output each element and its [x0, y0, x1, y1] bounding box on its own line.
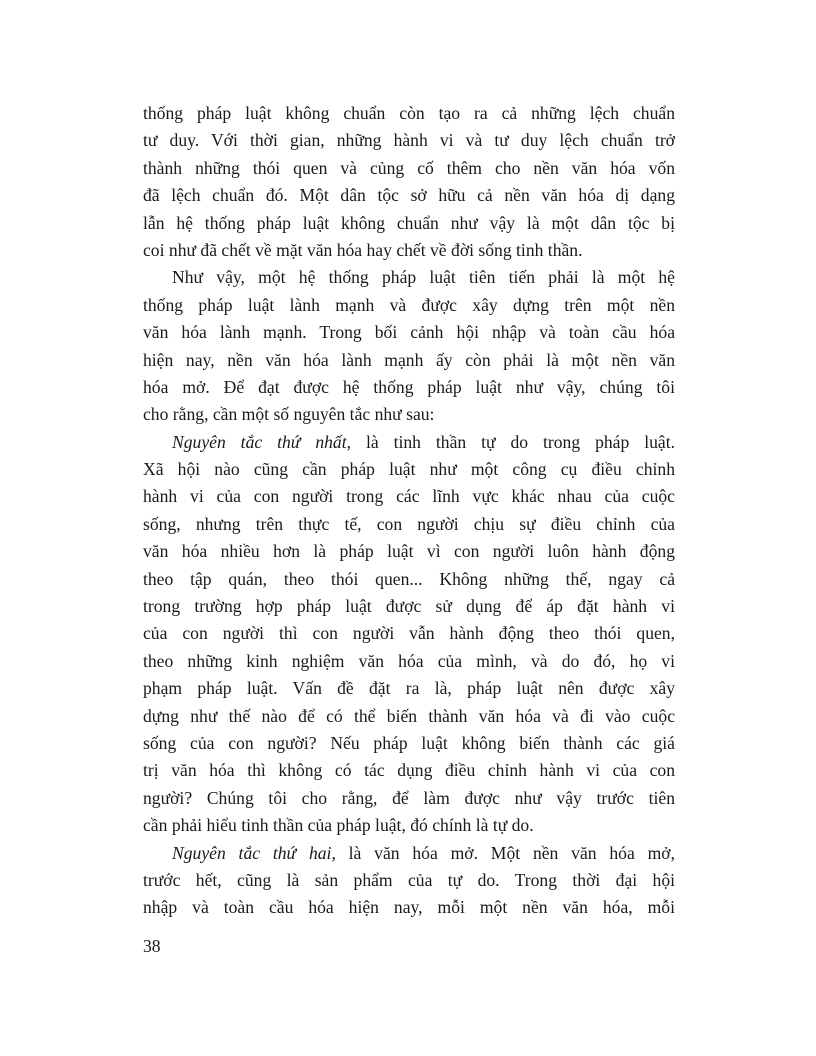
text-line: Như vậy, một hệ thống pháp luật tiên tiến phải là một hệ: [172, 267, 675, 288]
text-line: hóa mở. Để đạt được hệ thống pháp luật như vậy, chúng tôi: [143, 376, 675, 397]
text-line: thành những thói quen và củng cố thêm cho nền văn hóa vốn: [143, 157, 675, 178]
text-line: văn hóa nhiều hơn là pháp luật vì con người luôn hành động: [143, 541, 675, 562]
text-line: sống, nhưng trên thực tế, con người chịu sự điều chỉnh của: [143, 513, 675, 534]
principle-heading: Nguyên tắc thứ nhất: [172, 431, 347, 452]
text-line: hành vi của con người trong các lĩnh vực khác nhau của cuộc: [143, 486, 675, 507]
text-line: đã lệch chuẩn đó. Một dân tộc sở hữu cả nền văn hóa dị dạng: [143, 185, 675, 206]
text-line: lẫn hệ thống pháp luật không chuẩn như vậy là một dân tộc bị: [143, 212, 675, 233]
text-line: theo tập quán, theo thói quen... Không những thế, ngay cả: [143, 568, 675, 589]
text-span: là văn hóa mở. Một nền văn hóa mở,: [335, 842, 675, 863]
text-line: Xã hội nào cũng cần pháp luật như một công cụ điều chỉnh: [143, 459, 675, 480]
text-line: [143, 429, 675, 456]
text-line: người? Chúng tôi cho rằng, để làm được như vậy trước tiên: [143, 787, 675, 808]
text-line: trong trường hợp pháp luật được sử dụng để áp đặt hành vi: [143, 596, 675, 617]
text-span: , là tinh thần tự do trong pháp luật.: [346, 431, 675, 452]
paragraph: [143, 429, 675, 840]
text-line: thống pháp luật không chuẩn còn tạo ra cả những lệch chuẩn: [143, 103, 675, 123]
text-line: dựng như thế nào để có thể biến thành văn hóa và đi vào cuộc: [143, 705, 675, 726]
text-line: coi như đã chết về mặt văn hóa hay chết về đời sống tinh thần.: [143, 239, 583, 260]
text-line: cần phải hiểu tinh thần của pháp luật, đó chính là tự do.: [143, 815, 534, 836]
paragraph: [143, 100, 675, 264]
text-line: hiện nay, nền văn hóa lành mạnh ấy còn phải là một nền văn: [143, 349, 675, 370]
text-line: tư duy. Với thời gian, những hành vi và tư duy lệch chuẩn trở: [143, 130, 675, 151]
text-line: theo những kinh nghiệm văn hóa của mình, và do đó, họ vi: [143, 650, 675, 671]
paragraph: [143, 840, 675, 922]
text-line: cho rằng, cần một số nguyên tắc như sau:: [143, 404, 435, 425]
text-line: [143, 840, 675, 867]
text-line: trước hết, cũng là sản phẩm của tự do. Trong thời đại hội: [143, 869, 675, 890]
page-body: [143, 100, 675, 922]
text-line: phạm pháp luật. Vấn đề đặt ra là, pháp luật nên được xây: [143, 678, 675, 699]
text-line: sống của con người? Nếu pháp luật không biến thành các giá: [143, 732, 675, 753]
text-line: thống pháp luật lành mạnh và được xây dựng trên một nền: [143, 294, 675, 315]
text-line: nhập và toàn cầu hóa hiện nay, mỗi một nền văn hóa, mỗi: [143, 897, 675, 918]
text-line: của con người thì con người vẫn hành động theo thói quen,: [143, 623, 675, 644]
principle-heading: Nguyên tắc thứ hai,: [172, 842, 336, 863]
text-line: văn hóa lành mạnh. Trong bối cảnh hội nhập và toàn cầu hóa: [143, 322, 675, 343]
page-number: 38: [143, 936, 161, 956]
paragraph: [143, 264, 675, 428]
text-line: trị văn hóa thì không có tác dụng điều chỉnh hành vi của con: [143, 760, 675, 781]
